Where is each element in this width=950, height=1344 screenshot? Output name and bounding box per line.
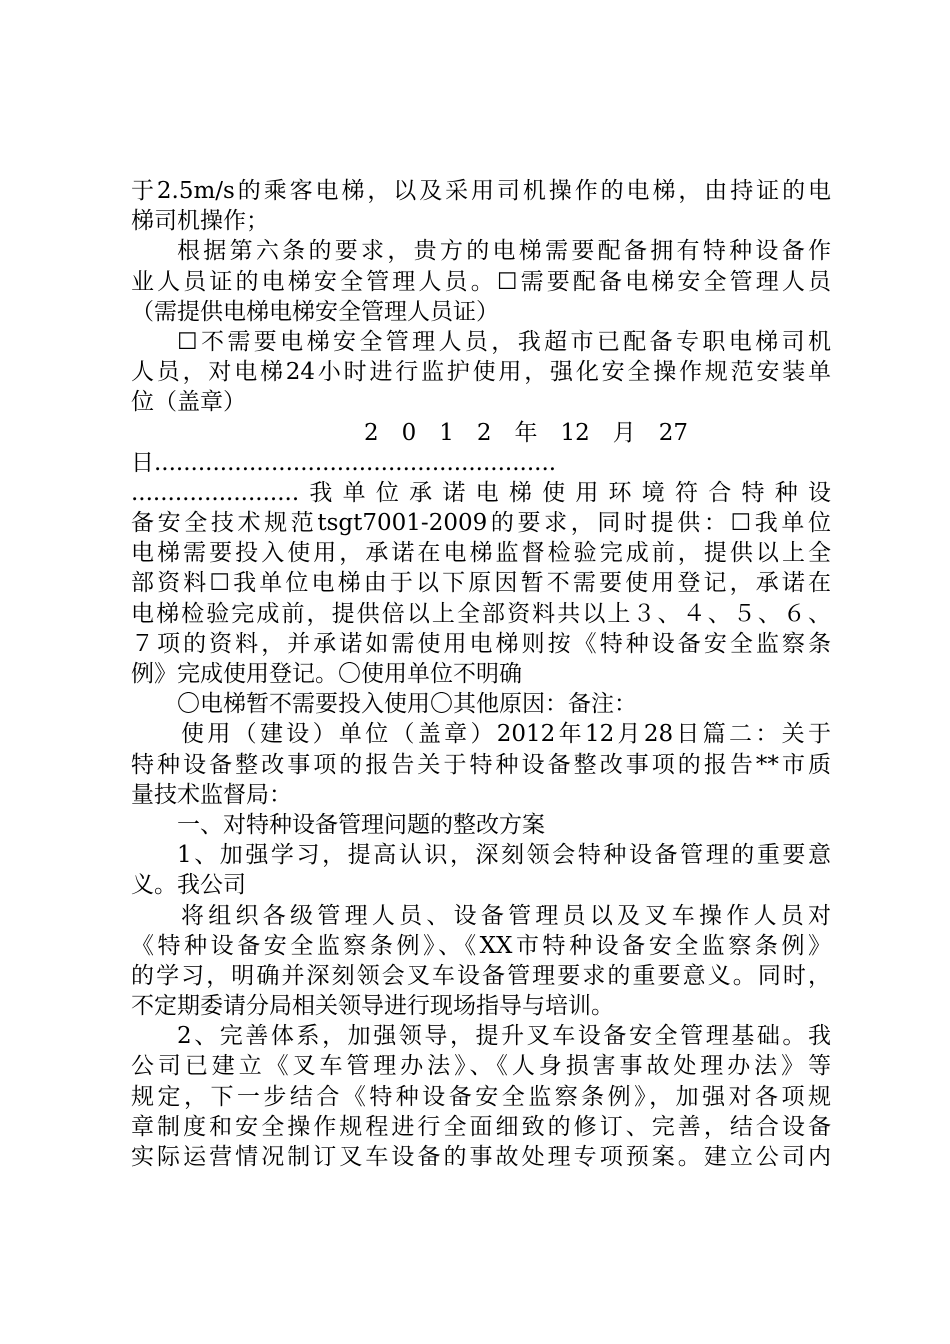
text-line: 部资料☐我单位电梯由于以下原因暂不需要使用登记，承诺在 bbox=[131, 570, 831, 597]
text-line: 章制度和安全操作规程进行全面细致的修订、完善，结合设备 bbox=[131, 1113, 831, 1140]
text-line: 根据第六条的要求，贵方的电梯需要配备拥有特种设备作 bbox=[177, 238, 831, 265]
text-line: 使用（建设）单位（盖章）2012年12月28日篇二：关于 bbox=[181, 721, 831, 748]
text-line: ７项的资料，并承诺如需使用电梯则按《特种设备安全监察条 bbox=[131, 630, 831, 657]
text-line: 例》完成使用登记。〇使用单位不明确 bbox=[131, 661, 522, 687]
text-line: ☐不需要电梯安全管理人员，我超市已配备专职电梯司机 bbox=[177, 328, 831, 355]
text-line: 业人员证的电梯安全管理人员。☐需要配备电梯安全管理人员 bbox=[131, 268, 831, 295]
text-line: .......................我单位承诺电梯使用环境符合特种设 bbox=[131, 479, 831, 506]
text-line: 于2.5m/s的乘客电梯，以及采用司机操作的电梯，由持证的电 bbox=[131, 178, 831, 204]
text-line: 〇电梯暂不需要投入使用〇其他原因：备注： bbox=[177, 691, 637, 718]
text-line: 《特种设备安全监察条例》、《XX市特种设备安全监察条例》 bbox=[131, 932, 831, 959]
text-line: 量技术监督局： bbox=[131, 781, 292, 808]
text-line: 梯司机操作； bbox=[131, 208, 269, 235]
text-line: 的学习，明确并深刻领会叉车设备管理要求的重要意义。同时， bbox=[131, 962, 831, 989]
text-line: 不定期委请分局相关领导进行现场指导与培训。 bbox=[131, 993, 614, 1020]
section-heading: 一、对特种设备管理问题的整改方案 bbox=[177, 811, 545, 838]
text-line: 规定，下一步结合《特种设备安全监察条例》，加强对各项规 bbox=[131, 1083, 831, 1110]
text-line: 位（盖章） bbox=[131, 389, 246, 416]
text-line: （需提供电梯电梯安全管理人员证） bbox=[131, 298, 499, 325]
text-line: 将组织各级管理人员、设备管理员以及叉车操作人员对 bbox=[181, 902, 831, 929]
text-line: 人员，对电梯24小时进行监护使用，强化安全操作规范安装单 bbox=[131, 359, 831, 386]
dotted-line: 日....................................................... bbox=[131, 449, 557, 476]
text-line: 1、加强学习，提高认识，深刻领会特种设备管理的重要意 bbox=[177, 842, 831, 869]
text-line: 公司已建立《叉车管理办法》、《人身损害事故处理办法》等 bbox=[131, 1053, 831, 1080]
document-body bbox=[131, 176, 831, 1172]
text-line: 电梯检验完成前，提供倍以上全部资料共以上３、４、５、６、 bbox=[131, 600, 831, 627]
text-line: 义。我公司 bbox=[131, 872, 246, 899]
text-line: 电梯需要投入使用，承诺在电梯监督检验完成前，提供以上全 bbox=[131, 540, 831, 567]
date-line: 2 0 1 2 年 12 月 27 bbox=[364, 419, 689, 446]
text-line: 2、完善体系，加强领导，提升叉车设备安全管理基础。我 bbox=[177, 1023, 831, 1050]
text-line: 实际运营情况制订叉车设备的事故处理专项预案。建立公司内 bbox=[131, 1144, 831, 1170]
text-line: 特种设备整改事项的报告关于特种设备整改事项的报告**市质 bbox=[131, 751, 831, 778]
text-line: 备安全技术规范tsgt7001-2009的要求，同时提供：☐我单位 bbox=[131, 510, 831, 537]
